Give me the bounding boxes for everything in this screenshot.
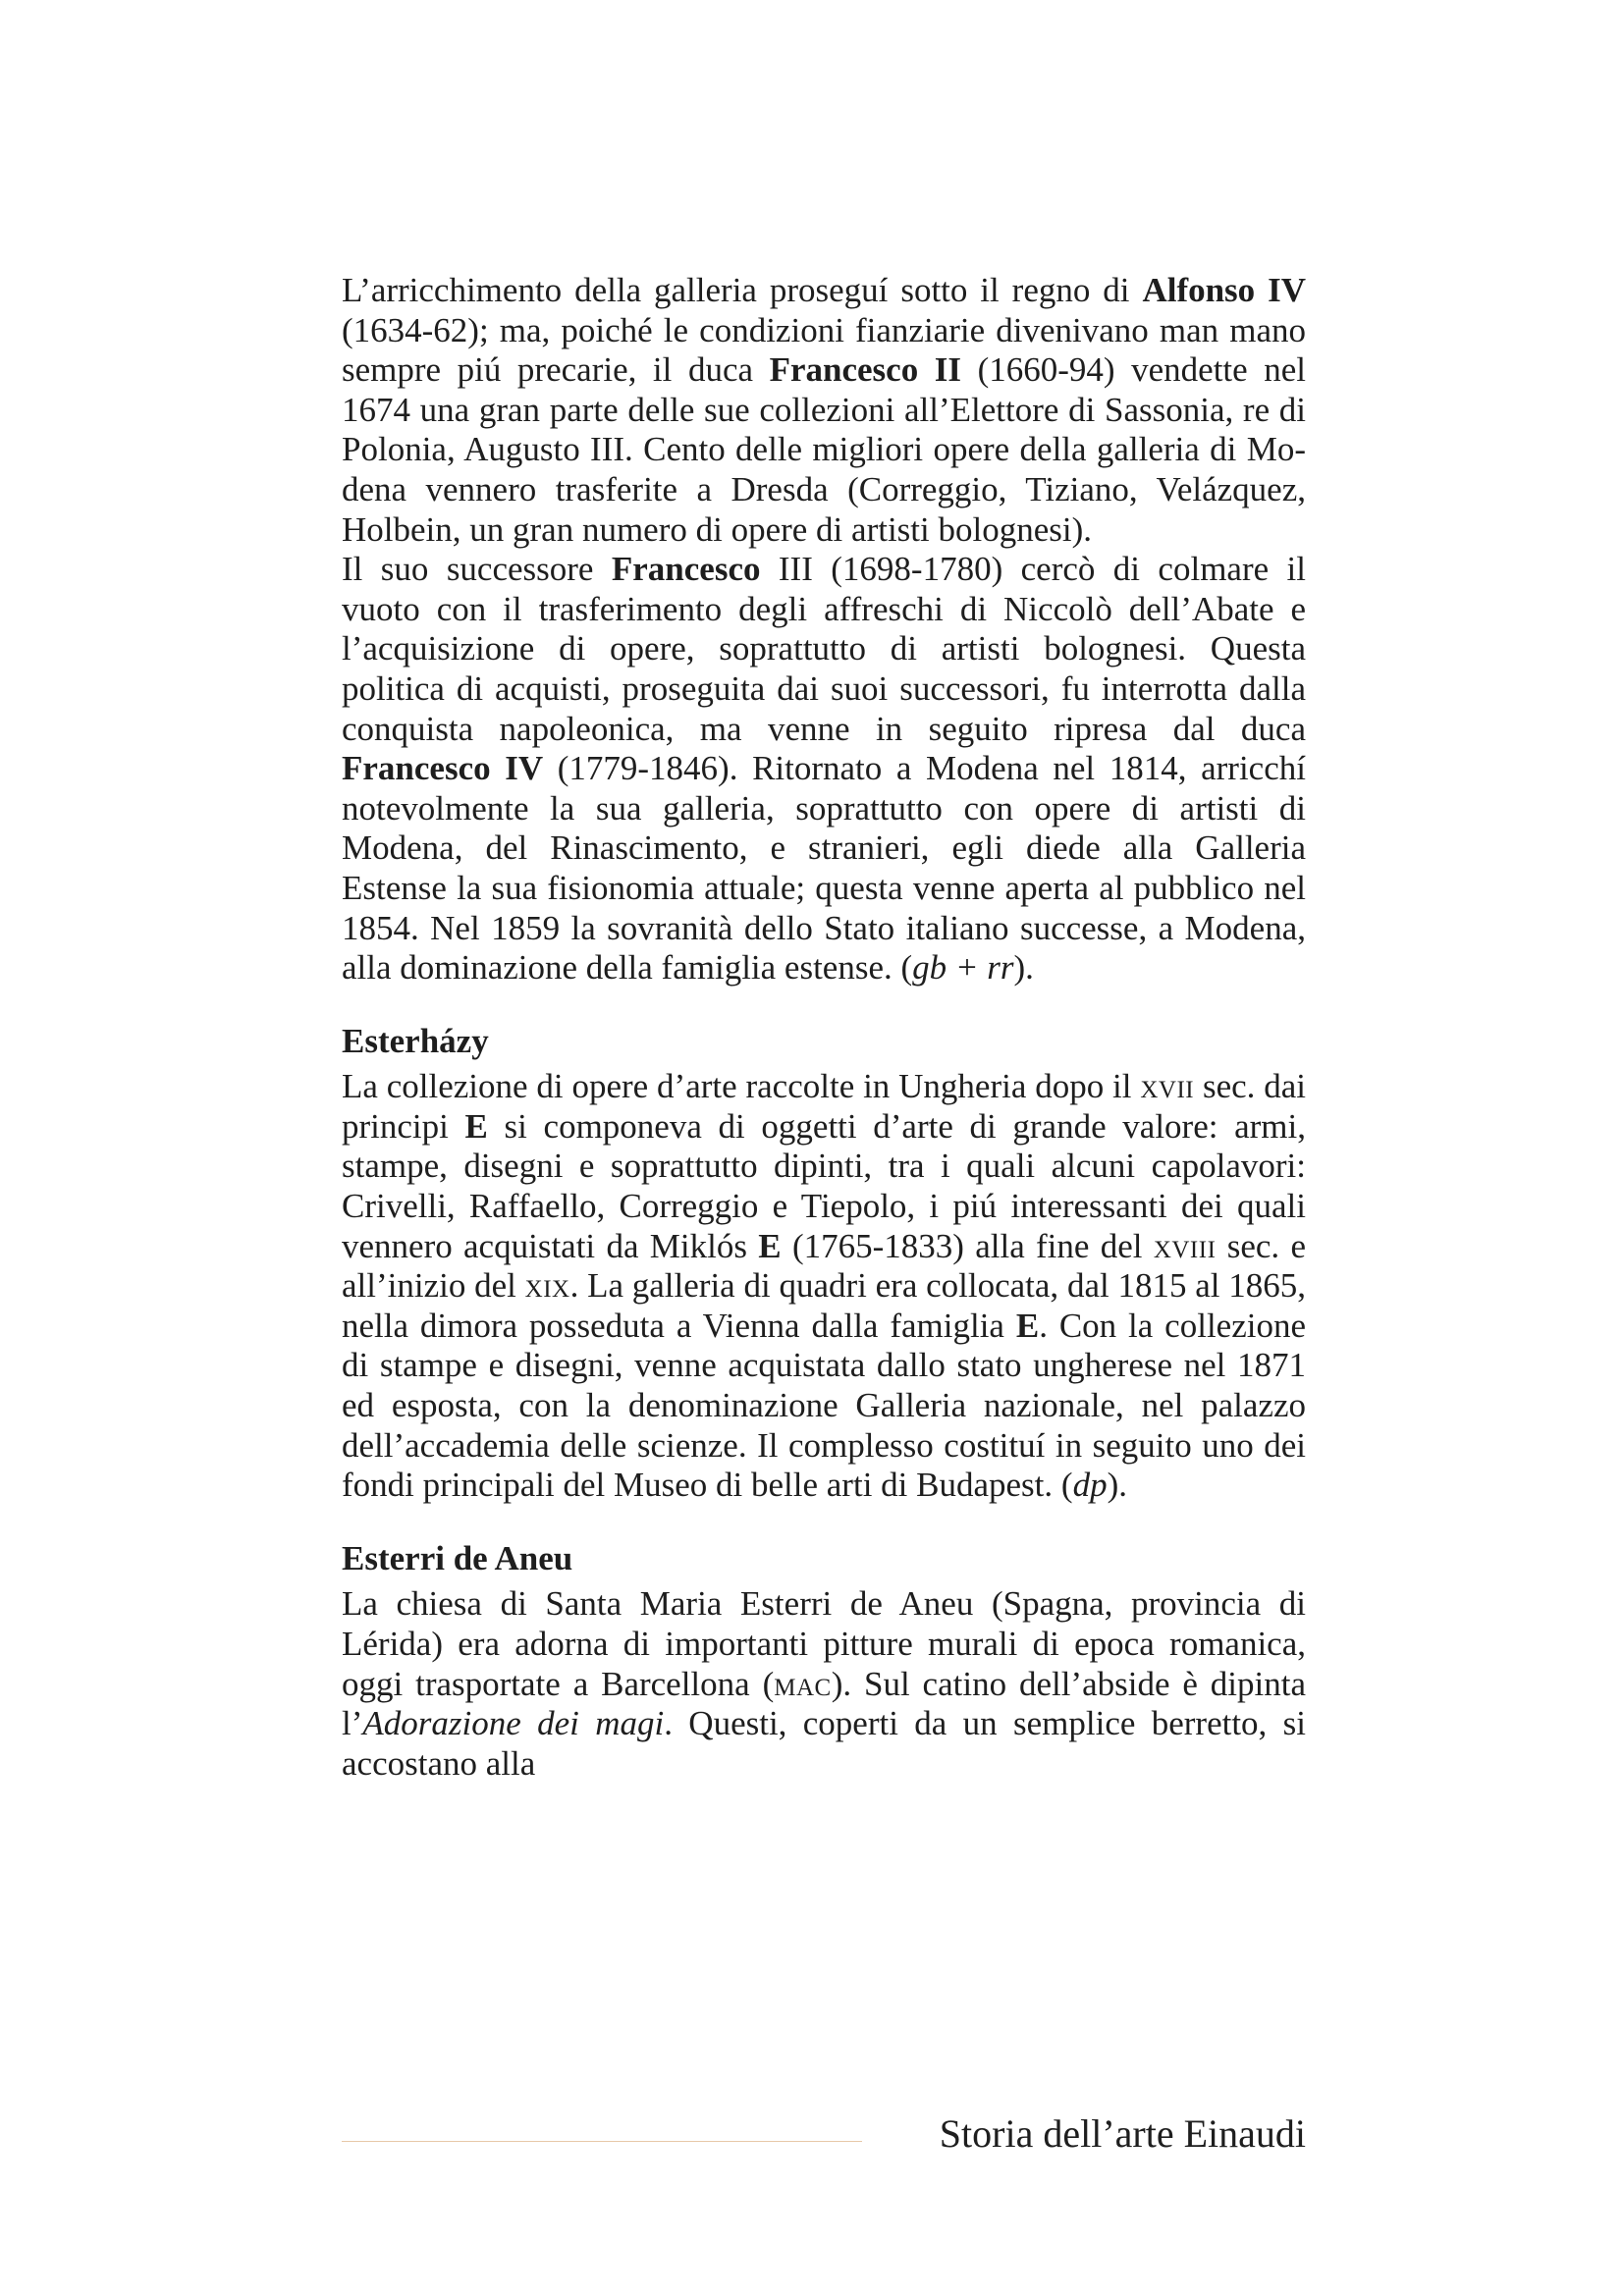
- smallcaps-run: mac: [774, 1664, 832, 1703]
- text-run: (1765-1833) alla fine del: [781, 1226, 1154, 1265]
- entry-1: [342, 1022, 1306, 1506]
- text-run: (1779-1846). Ritornato a Modena nel 1814, arricchí notevolmente la sua galleria, soprattutto con opere di artisti di Modena, del Rinascimento, e stranieri, egli diede alla Galleria Estense la sua fisionomia attuale; questa venne aperta al pubblico nel 1854. Nel 1859 la sovranità dello Stato italiano successe, a Modena, alla dominazione della famiglia estense. (: [342, 749, 1306, 988]
- body-paragraph: [342, 271, 1306, 550]
- entry-2: [342, 1539, 1306, 1785]
- bold-run: E: [464, 1106, 488, 1146]
- entry-0: [342, 271, 1306, 988]
- text-run: L’arricchimento della galleria proseguí sotto il regno di: [342, 271, 1143, 309]
- smallcaps-run: xviii: [1153, 1226, 1217, 1265]
- text-run: La chiesa di Santa Maria Esterri de Aneu (Spagna, provincia di Lérida) era adorna di importanti pitture murali di epoca romanica, oggi trasportate a Barcellona (: [342, 1584, 1306, 1703]
- footer-title: Storia dell’arte Einaudi: [939, 2111, 1306, 2156]
- bold-run: Alfonso IV: [1142, 271, 1306, 309]
- text-run: sec. e all’inizio del: [342, 1226, 1306, 1306]
- document-page: [342, 271, 1306, 1784]
- text-run: La collezione di opere d’arte raccolte in Ungheria dopo il: [342, 1067, 1141, 1106]
- smallcaps-run: xvii: [1140, 1067, 1195, 1106]
- body-paragraph: [342, 1584, 1306, 1784]
- entry-heading: Esterri de Aneu: [342, 1538, 573, 1577]
- text-run: . La galleria di quadri era collocata, dal 1815 al 1865, nella dimora posseduta a Vienna dalla famiglia: [342, 1266, 1306, 1345]
- italic-run: Adorazione dei magi: [362, 1704, 665, 1743]
- text-run: ).: [1107, 1466, 1127, 1505]
- text-run: ).: [1013, 948, 1034, 988]
- text-run: III (1698-1780) cercò di colmare il vuoto con il trasferimento degli affreschi di Niccolò dell’Abate e l’acquisizione di opere, soprattutto di artisti bolognesi. Questa politica di acquisti, proseguita dai suoi successori, fu interrotta dalla conquista napoleonica, ma venne in seguito ripresa dal duca: [342, 550, 1306, 748]
- bold-run: E: [1015, 1306, 1040, 1345]
- bold-run: Francesco IV: [342, 749, 544, 788]
- text-run: (1660-94) vendette nel 1674 una gran parte delle sue collezioni all’Elettore di Sassonia, re di Polonia, Augusto III. Cento delle migliori opere della galleria di Modena vennero trasferite a Dresda (Correggio, Tiziano, Velázquez, Holbein, un gran numero di opere di artisti bolognesi).: [342, 350, 1307, 549]
- bold-run: Francesco II: [769, 350, 962, 390]
- text-run: sec. dai principi: [342, 1067, 1306, 1146]
- text-run: (1634-62); ma, poiché le condizioni fianziarie divenivano man mano sempre piú precarie, il duca: [342, 310, 1306, 390]
- text-run: Il suo successore: [342, 550, 612, 589]
- text-run: . Con la collezione di stampe e disegni, venne acquistata dallo stato ungherese nel 1871 ed esposta, con la denominazione Galleria nazionale, nel palazzo dell’accademia delle scienze. Il complesso costituí in seguito uno dei fondi principali del Museo di belle arti di Budapest. (: [342, 1306, 1306, 1505]
- italic-run: gb + rr: [912, 948, 1014, 988]
- bold-run: Francesco: [611, 550, 761, 589]
- page-footer: [342, 2111, 1306, 2159]
- text-run: si componeva di oggetti d’arte di grande valore: armi, stampe, disegni e soprattutto dipinti, tra i quali alcuni capolavori: Crivelli, Raffaello, Correggio e Tiepolo, i piú interessanti dei quali vennero acquistati da Miklós: [342, 1106, 1307, 1265]
- italic-run: dp: [1072, 1466, 1108, 1505]
- body-paragraph: [342, 550, 1306, 988]
- footer-rule: [342, 2141, 862, 2142]
- text-run: ). Sul catino dell’abside è dipinta l’: [342, 1664, 1307, 1743]
- body-paragraph: [342, 1067, 1306, 1506]
- smallcaps-run: xix: [524, 1266, 570, 1306]
- text-run: . Questi, coperti da un semplice berretto, si accostano alla: [342, 1704, 1306, 1783]
- bold-run: E: [758, 1226, 782, 1265]
- entry-heading: Esterházy: [342, 1021, 489, 1060]
